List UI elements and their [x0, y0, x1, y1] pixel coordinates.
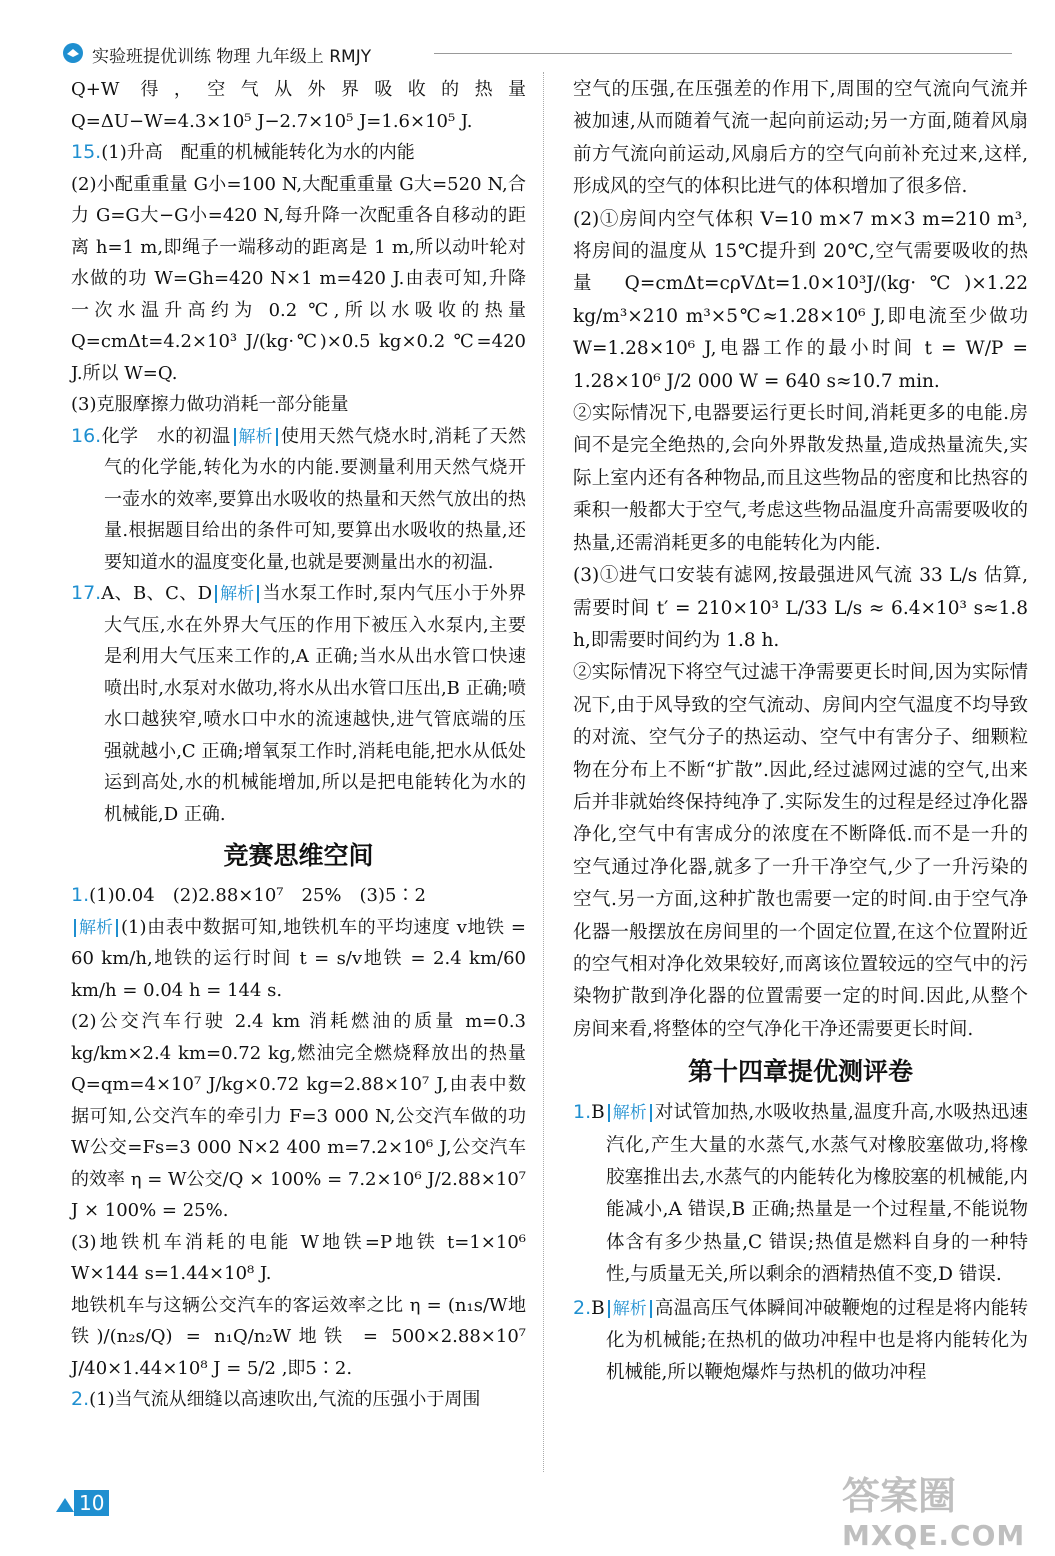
answer-item-1: 1.(1)0.04 (2)2.88×10⁷ 25% (3)5∶2 [71, 884, 426, 906]
paragraph: (3)地铁机车消耗的电能 W地铁=P地铁 t=1×10⁶ W×144 s=1.44×10⁸ J. [71, 1231, 526, 1284]
analysis-tag: 解析 [608, 1104, 652, 1122]
paragraph: 地铁机车与这辆公交汽车的客运效率之比 η = (n₁s/W地铁)/(n₂s/Q) = n₁Q/n₂W地铁 = 500×2.88×10⁷ J/40×1.44×10⁸ J = 5/2 ,即5∶2. [71, 1294, 526, 1379]
question-number: 16. [71, 424, 102, 447]
paragraph: (2)公交汽车行驶 2.4 km 消耗燃油的质量 m=0.3 kg/km×2.4 km=0.72 kg,燃油完全燃烧释放出的热量 Q=qm=4×10⁷ J/kg×0.72 kg=2.88×10⁷ J,由表中数据可知,公交汽车的牵引力 F=3 000 N,公交汽车做的功 W公交=Fs=3 000 N×2 400 m=7.2×10⁶ J,公交汽车的效率 η = W公交/Q × 100% = 7.2×10⁶ J/2.88×10⁷ J × 100% = 25%. [71, 1011, 526, 1221]
answer-item-16: 16.化学 水的初温 解析 使用天然气烧水时,消耗了天然气的化学能,转化为水的内能.要测量利用天然气烧开一壶水的效率,要算出水吸收的热量和天然气放出的热量.根据题目给出的条件可知,要算出水吸收的热量,还要知道水的温度变化量,也就是要测量出水的初温. [71, 424, 526, 573]
question-number: 2. [71, 1388, 90, 1410]
paragraph: (2)①房间内空气体积 V=10 m×7 m×3 m=210 m³,将房间的温度从 15℃提升到 20℃,空气需要吸收的热量 Q=cmΔt=cρVΔt=1.0×10³J/(kg·℃)×1.22 kg/m³×210 m³×5℃≈1.28×10⁶ J,即电流至少做功 W=1.28×10⁶ J,电器工作的最小时间 t = W/P = 1.28×10⁶ J/2 000 W = 640 s≈10.7 min. [573, 208, 1028, 392]
paragraph: Q+W 得，空气从外界吸收的热量 Q=ΔU−W=4.3×10⁵ J−2.7×10⁵ J=1.6×10⁵ J. [71, 79, 526, 132]
book-logo-icon [62, 42, 84, 64]
paragraph: ②实际情况下,电器要运行更长时间,消耗更多的电能.房间不是完全绝热的,会向外界散发热量,造成热量流失,实际上室内还有各种物品,而且这些物品的密度和比热容的乘积一般都大于空气,考虑这些物品温度升高需要吸收的热量,还需消耗更多的电能转化为内能. [573, 403, 1028, 554]
watermark: 答案圈 MXQE.COM [842, 1474, 1026, 1552]
paragraph: (3)①进气口安装有滤网,按最强进风气流 33 L/s 估算,需要时间 t′ = 210×10³ L/33 L/s ≈ 6.4×10³ s≈1.8 h,即需要时间约为 1.8 h. [573, 565, 1028, 651]
question-number: 1. [71, 884, 90, 906]
answer-item-2: 2.B 解析 高温高压气体瞬间冲破鞭炮的过程是将内能转化为机械能;在热机的做功冲程中也是将内能转化为机械能,所以鞭炮爆炸与热机的做功冲程 [573, 1296, 1028, 1384]
right-column [573, 74, 1028, 1390]
answer-item-2: 2.(1)当气流从细缝以高速吹出,气流的压强小于周围 [71, 1388, 481, 1410]
analysis-tag: 解析 [74, 919, 118, 937]
analysis-tag: 解析 [234, 428, 278, 446]
answer-item-15: 15.(1)升高 配重的机械能转化为水的内能 [71, 141, 415, 163]
paragraph: (2)小配重重量 G小=100 N,大配重重量 G大=520 N,合力 G=G大−G小=420 N,每升降一次配重各自移动的距离 h=1 m,即绳子一端移动的距离是 1 m,所以动叶轮对水做的功 W=Gh=420 N×1 m=420 J.由表可知,升降一次水温升高约为 0.2 ℃,所以水吸收的热量 Q=cmΔt=4.2×10³ J/(kg·℃)×0.5 kg×0.2 ℃=420 J.所以 W=Q. [71, 173, 526, 384]
question-number: 1. [573, 1101, 592, 1124]
analysis-tag: 解析 [215, 585, 259, 603]
analysis-tag: 解析 [608, 1300, 652, 1318]
answer-item-1: 1.B 解析 对试管加热,水吸收热量,温度升高,水吸热迅速汽化,产生大量的水蒸气,水蒸气对橡胶塞做功,将橡胶塞推出去,水蒸气的内能转化为橡胶塞的机械能,内能减小,A 错误,B 正确;热量是一个过程量,不能说物体含有多少热量,C 错误;热值是燃料自身的一种特性,与质量无关,所以剩余的酒精热值不变,D 错误. [573, 1101, 1028, 1286]
left-column [71, 74, 526, 1416]
section-heading: 竞赛思维空间 [223, 841, 374, 870]
question-number: 2. [573, 1296, 592, 1319]
header-rule [434, 53, 1012, 54]
section-heading: 第十四章提优测评卷 [687, 1057, 913, 1087]
column-divider [543, 72, 544, 1472]
paragraph: 解析 (1)由表中数据可知,地铁机车的平均速度 v地铁 = 60 km/h,地铁的运行时间 t = s/v地铁 = 2.4 km/60 km/h = 0.04 h = 144 s. [71, 916, 526, 1001]
answer-item-17: 17.A、B、C、D 解析 当水泵工作时,泵内气压小于外界大气压,水在外界大气压的作用下被压入水泵内,主要是利用大气压来工作的,A 正确;当水从出水管口快速喷出时,水泵对水做功,将水从出水管口压出,B 正确;喷水口越狭窄,喷水口中水的流速越快,进气管底端的压强就越小,C 正确;增氧泵工作时,消耗电能,把水从低处运到高处,水的机械能增加,所以是把电能转化为水的机械能,D 正确. [71, 582, 526, 825]
arrow-up-icon [56, 1498, 74, 1512]
page-header [62, 38, 1012, 68]
question-number: 15. [71, 141, 102, 163]
page-number: 10 [56, 1490, 109, 1516]
paragraph: 空气的压强,在压强差的作用下,周围的空气流向气流并被加速,从而随着气流一起向前运动;另一方面,随着风扇前方气流向前运动,风扇后方的空气向前补充过来,这样,形成风的空气的体积比进气的体积增加了很多倍. [573, 79, 1028, 198]
question-number: 17. [71, 582, 102, 604]
paragraph: ②实际情况下将空气过滤干净需要更长时间,因为实际情况下,由于风导致的空气流动、房间内空气温度不均导致的对流、空气分子的热运动、空气中有害分子、细颗粒物在分布上不断“扩散”.因此,经过滤网过滤的空气,出来后并非就始终保持纯净了.实际发生的过程是经过净化器净化,空气中有害成分的浓度在不断降低.而不是一升的空气通过净化器,就多了一升干净空气,少了一升污染的空气.另一方面,这种扩散也需要一定的时间.由于空气净化器一般摆放在房间里的一个固定位置,在这个位置附近的空气相对净化效果较好,而离该位置较远的空气中的污染物扩散到净化器的位置需要一定的时间.因此,从整个房间来看,将整体的空气净化干净还需要更长时间. [573, 662, 1028, 1040]
paragraph: (3)克服摩擦力做功消耗一部分能量 [71, 394, 349, 415]
header-title: 实验班提优训练 物理 九年级上 RMJY [92, 47, 372, 67]
